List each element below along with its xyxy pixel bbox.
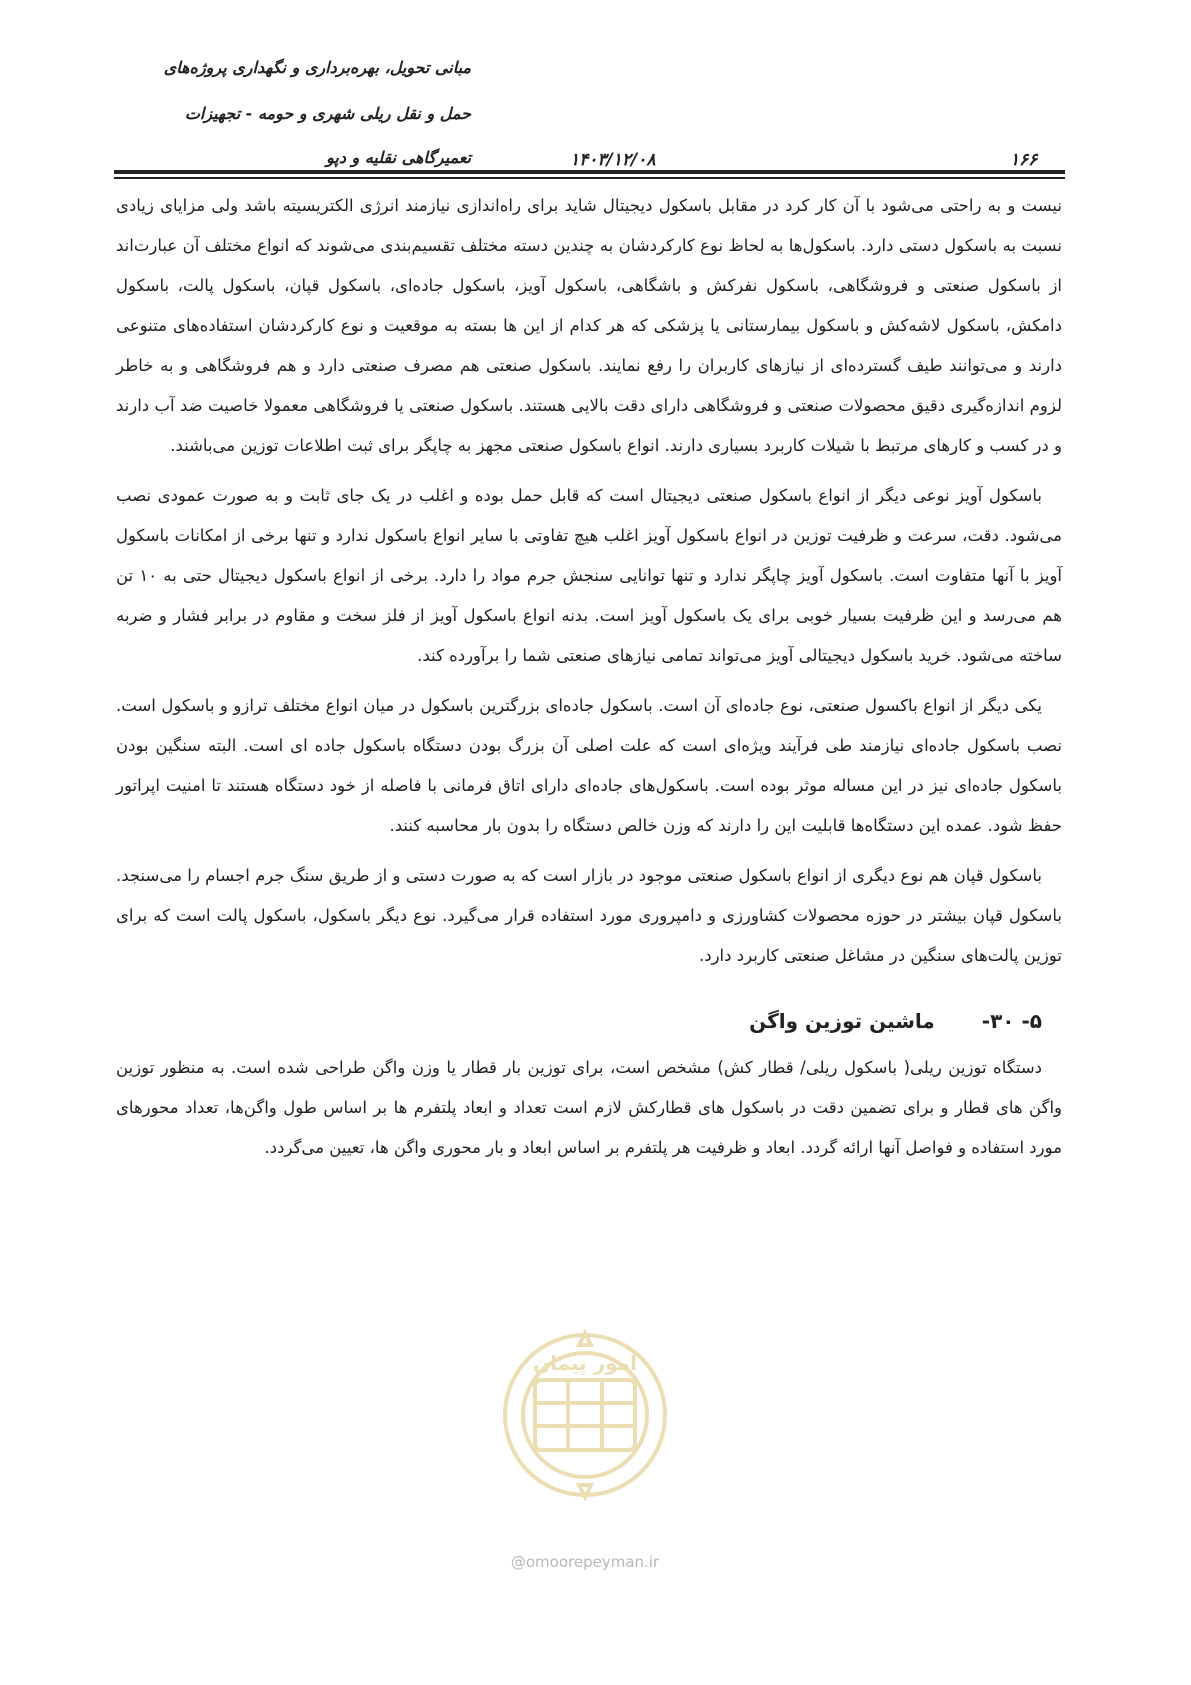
- paragraph-4: باسکول قپان هم نوع دیگری از انواع باسکول صنعتی موجود در بازار است که به صورت دستی و از طریق سنگ جرم اجسام را می‌سنجد. باسکول قپان بیشتر در حوزه محصولات کشاورزی و دامپروری مورد استفاده قرار می‌گیرد. نوع دیگر باسکول، باسکول پالت است که برای توزین پالت‌های سنگین در مشاغل صنعتی کاربرد دارد.: [116, 866, 1062, 965]
- paragraph-3: یکی دیگر از انواع باکسول صنعتی، نوع جاده‌ای آن است. باسکول جاده‌ای بزرگترین باسکول در میان انواع مختلف ترازو و باسکول است. نصب باسکول جاده‌ای نیازمند طی فرآیند ویژه‌ای است که علت اصلی آن بزرگ بودن دستگاه باسکول جاده ای است. البته سنگین بودن باسکول جاده‌ای نیز در این مساله موثر بوده است. باسکول‌های جاده‌ای دارای اتاق فرمانی با فاصله از خود دستگاه هستند تا امنیت اپراتور حفظ شود. عمده این دستگاه‌ها قابلیت این را دارند که وزن خالص دستگاه را بدون بار محاسبه کنند.: [116, 696, 1062, 835]
- section-title: ماشین توزین واگن: [749, 1009, 935, 1033]
- section-heading: [116, 1004, 1062, 1038]
- watermark-logo-text: امور پیمان: [533, 1351, 637, 1375]
- watermark-logo-icon: [495, 1315, 675, 1515]
- page-body: [116, 186, 1062, 1178]
- header-date: ۱۴۰۳/۱۲/۰۸: [570, 150, 656, 170]
- section-number: ۵- ۳۰-: [981, 1009, 1042, 1033]
- section-paragraph: دستگاه توزین ریلی( باسکول ریلی/ قطار کش) مشخص است، برای توزین بار قطار یا وزن واگن طراحی شده است. به منظور توزین واگن های قطار و برای تضمین دقت در باسکول های قطارکش لازم است تعداد و ابعاد پلتفرم ها بر اساس طول واگن‌ها، تعداد محورهای مورد استفاده و فواصل آنها ارائه گردد. ابعاد و ظرفیت هر پلتفرم بر اساس ابعاد و بار محوری واگن ها، تعیین می‌گردد.: [116, 1058, 1062, 1157]
- paragraph-1: نیست و به راحتی می‌شود با آن کار کرد در مقابل باسکول دیجیتال شاید برای راه‌اندازی نیازمند انرژی الکتریسیته باشد ولی مزایای زیادی نسبت به باسکول دستی دارد. باسکول‌ها به لحاظ نوع کارکردشان به چندین دسته مختلف تقسیم‌بندی می‌شوند که انواع مختلف آن عبارت‌اند از باسکول صنعتی و فروشگاهی، باسکول نفرکش و باشگاهی، باسکول آویز، باسکول جاده‌ای، باسکول قپان، باسکول پالت، باسکول دامکش، باسکول لاشه‌کش و باسکول بیمارستانی یا پزشکی که هر کدام از این ها بسته به موقعیت و نوع کارکردشان استفاده‌های متنوعی دارند و می‌توانند طیف گسترده‌ای از نیازهای کاربران را رفع نمایند. باسکول صنعتی هم مصرف صنعتی دارد و هم فروشگاهی و به خاطر لزوم اندازه‌گیری دقیق محصولات صنعتی و فروشگاهی دارای دقت بالایی هستند. باسکول صنعتی یا فروشگاهی معمولا خاصیت ضد آب دارند و در کسب و کارهای مرتبط با شیلات کاربرد بسیاری دارند. انواع باسکول صنعتی مجهز به چاپگر برای ثبت اطلاعات توزین می‌باشند.: [116, 196, 1062, 455]
- header-title-line-3: تعمیرگاهی نقلیه و دپو: [326, 148, 471, 167]
- header-title-line-2: حمل و نقل ریلی شهری و حومه - تجهیزات: [184, 104, 471, 123]
- watermark-site: @omoorepeyman.ir: [510, 1553, 660, 1571]
- header-title-line-1: مبانی تحویل، بهره‌برداری و نگهداری پروژه‌های: [163, 58, 471, 77]
- paragraph-2: باسکول آویز نوعی دیگر از انواع باسکول صنعتی دیجیتال است که قابل حمل بوده و اغلب در یک جای ثابت و به صورت عمودی نصب می‌شود. دقت، سرعت و ظرفیت توزین در انواع باسکول آویز اغلب هیچ تفاوتی با سایر انواع باسکول ندارد و تنها برخی از امکانات باسکول آویز با آنها متفاوت است. باسکول آویز چاپگر ندارد و تنها توانایی سنجش جرم مواد را دارد. برخی از انواع باسکول دیجیتال حتی به ۱۰ تن هم می‌رسد و این ظرفیت بسیار خوبی برای یک باسکول آویز است. بدنه انواع باسکول آویز از فلز سخت و مقاوم در برابر فشار و ضربه ساخته می‌شود. خرید باسکول دیجیتالی آویز می‌تواند تمامی نیازهای صنعتی شما را برآورده کند.: [116, 486, 1062, 665]
- header-rule-thick: [114, 170, 1065, 174]
- page-header: [0, 0, 1191, 180]
- header-rule-thin: [114, 177, 1065, 179]
- page-number: ۱۶۶: [1010, 150, 1038, 170]
